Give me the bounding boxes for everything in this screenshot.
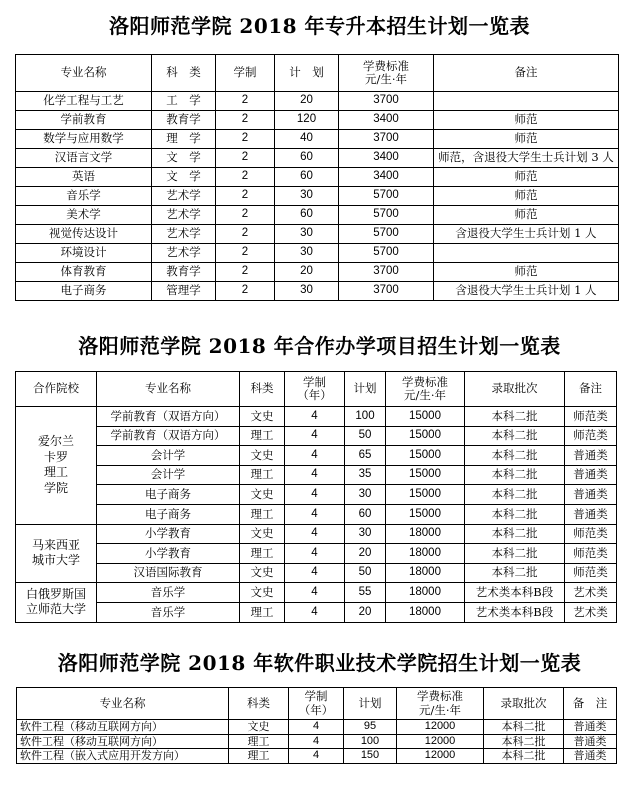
cell-duration: 2: [216, 244, 275, 263]
cell-category: 艺术学: [152, 244, 216, 263]
cell-plan: 20: [345, 602, 386, 622]
cell-duration: 4: [285, 407, 345, 427]
cell-tuition: 15000: [386, 446, 465, 466]
cell-tuition: 18000: [386, 602, 465, 622]
cell-major: 学前教育（双语方向）: [97, 407, 240, 427]
cell-category: 艺术学: [152, 206, 216, 225]
table-row: [16, 544, 617, 564]
cell-remarks: 师范: [434, 206, 619, 225]
cell-major: 软件工程（移动互联网方向）: [17, 734, 229, 749]
cell-plan: 20: [275, 92, 339, 111]
cell-remarks: 含退役大学生士兵计划 1 人: [434, 282, 619, 301]
cell-plan: 50: [345, 426, 386, 446]
cell-remarks: [434, 92, 619, 111]
table-row: [16, 465, 617, 485]
cell-batch: 本科二批: [465, 544, 565, 564]
cell-remarks: 师范: [434, 168, 619, 187]
cell-remarks: 含退役大学生士兵计划 1 人: [434, 225, 619, 244]
cell-major: 音乐学: [97, 583, 240, 603]
table3-software-college-plan: [16, 687, 617, 764]
cell-major: 小学教育: [97, 524, 240, 544]
table-row: [16, 130, 619, 149]
cell-plan: 30: [345, 524, 386, 544]
cell-batch: 本科二批: [465, 485, 565, 505]
table-row: [16, 225, 619, 244]
cell-batch: 本科二批: [484, 720, 564, 735]
cell-remarks: 师范: [434, 263, 619, 282]
cell-category: 艺术学: [152, 187, 216, 206]
cell-tuition: 5700: [339, 225, 434, 244]
cell-plan: 35: [345, 465, 386, 485]
cell-batch: 本科二批: [465, 524, 565, 544]
table-row: [16, 485, 617, 505]
cell-remarks: 师范类: [565, 563, 617, 583]
partner-school: 马来西亚 城市大学: [16, 524, 97, 583]
cell-tuition: 18000: [386, 544, 465, 564]
table3-header-remarks: 备 注: [564, 688, 617, 720]
cell-batch: 艺术类本科B段: [465, 602, 565, 622]
cell-major: 汉语言文学: [16, 149, 152, 168]
cell-duration: 4: [285, 602, 345, 622]
table-row: [16, 563, 617, 583]
table-row: [16, 111, 619, 130]
cell-tuition: 3400: [339, 168, 434, 187]
cell-plan: 30: [275, 187, 339, 206]
cell-major: 美术学: [16, 206, 152, 225]
cell-plan: 120: [275, 111, 339, 130]
cell-major: 体育教育: [16, 263, 152, 282]
cell-duration: 4: [289, 734, 344, 749]
cell-remarks: 普通类: [565, 485, 617, 505]
cell-major: 汉语国际教育: [97, 563, 240, 583]
cell-major: 音乐学: [16, 187, 152, 206]
cell-tuition: 18000: [386, 583, 465, 603]
table-row: [16, 244, 619, 263]
cell-duration: 4: [285, 485, 345, 505]
table2-header-duration: 学制 （年）: [285, 372, 345, 407]
cell-major: 电子商务: [97, 485, 240, 505]
cell-remarks: 师范类: [565, 544, 617, 564]
table3-header-major: 专业名称: [17, 688, 229, 720]
cell-category: 文史: [240, 583, 285, 603]
cell-batch: 本科二批: [465, 426, 565, 446]
cell-category: 理工: [240, 426, 285, 446]
cell-batch: 本科二批: [465, 504, 565, 524]
table-row: [16, 168, 619, 187]
cell-tuition: 15000: [386, 465, 465, 485]
cell-category: 理工: [240, 602, 285, 622]
cell-category: 理工: [229, 734, 289, 749]
cell-batch: 本科二批: [465, 563, 565, 583]
cell-category: 工 学: [152, 92, 216, 111]
cell-category: 文 学: [152, 149, 216, 168]
cell-remarks: 普通类: [564, 734, 617, 749]
cell-category: 文史: [240, 563, 285, 583]
table-row: [16, 583, 617, 603]
table2-header-remarks: 备注: [565, 372, 617, 407]
cell-duration: 2: [216, 263, 275, 282]
table2-header-tuition: 学费标准 元/生·年: [386, 372, 465, 407]
cell-tuition: 5700: [339, 244, 434, 263]
table3-header-duration: 学制 （年）: [289, 688, 344, 720]
cell-tuition: 15000: [386, 426, 465, 446]
table-row: [16, 282, 619, 301]
cell-remarks: 普通类: [565, 504, 617, 524]
table2-title: 洛阳师范学院 2018 年合作办学项目招生计划一览表: [78, 334, 561, 358]
cell-category: 文史: [240, 524, 285, 544]
table3-title: 洛阳师范学院 2018 年软件职业技术学院招生计划一览表: [57, 651, 582, 675]
cell-category: 文史: [229, 720, 289, 735]
cell-duration: 2: [216, 149, 275, 168]
cell-remarks: 师范: [434, 111, 619, 130]
table2-joint-program-plan: [15, 371, 617, 623]
cell-plan: 20: [275, 263, 339, 282]
table2-header-partner: 合作院校: [16, 372, 97, 407]
table1-undergrad-upgrade-plan: [15, 54, 619, 301]
cell-plan: 30: [345, 485, 386, 505]
cell-plan: 55: [345, 583, 386, 603]
cell-major: 会计学: [97, 446, 240, 466]
cell-plan: 150: [344, 749, 397, 764]
cell-remarks: 师范类: [565, 524, 617, 544]
table2-header-category: 科类: [240, 372, 285, 407]
cell-duration: 2: [216, 282, 275, 301]
cell-duration: 4: [285, 504, 345, 524]
cell-batch: 本科二批: [465, 465, 565, 485]
cell-duration: 4: [285, 563, 345, 583]
cell-remarks: [434, 244, 619, 263]
cell-plan: 100: [345, 407, 386, 427]
table1-title: 洛阳师范学院 2018 年专升本招生计划一览表: [108, 14, 531, 38]
cell-plan: 60: [345, 504, 386, 524]
cell-major: 电子商务: [16, 282, 152, 301]
cell-major: 学前教育（双语方向）: [97, 426, 240, 446]
cell-tuition: 3700: [339, 92, 434, 111]
table-row: [17, 720, 617, 735]
table3-header-batch: 录取批次: [484, 688, 564, 720]
table3-header-tuition: 学费标准 元/生·年: [397, 688, 484, 720]
cell-tuition: 5700: [339, 206, 434, 225]
table1-header-plan: 计 划: [275, 55, 339, 92]
cell-duration: 2: [216, 206, 275, 225]
cell-category: 教育学: [152, 263, 216, 282]
cell-remarks: 普通类: [565, 446, 617, 466]
cell-plan: 60: [275, 149, 339, 168]
cell-duration: 4: [289, 749, 344, 764]
cell-duration: 2: [216, 92, 275, 111]
table-row: [16, 92, 619, 111]
cell-major: 软件工程（移动互联网方向）: [17, 720, 229, 735]
cell-remarks: 普通类: [564, 749, 617, 764]
cell-tuition: 15000: [386, 485, 465, 505]
cell-plan: 40: [275, 130, 339, 149]
cell-plan: 50: [345, 563, 386, 583]
cell-tuition: 15000: [386, 407, 465, 427]
cell-category: 教育学: [152, 111, 216, 130]
cell-duration: 4: [285, 544, 345, 564]
cell-major: 电子商务: [97, 504, 240, 524]
cell-plan: 30: [275, 244, 339, 263]
cell-tuition: 3700: [339, 130, 434, 149]
cell-tuition: 12000: [397, 734, 484, 749]
cell-batch: 本科二批: [484, 734, 564, 749]
cell-category: 理工: [229, 749, 289, 764]
cell-major: 小学教育: [97, 544, 240, 564]
table-row: [16, 187, 619, 206]
table3-header-plan: 计划: [344, 688, 397, 720]
cell-duration: 2: [216, 130, 275, 149]
cell-remarks: 艺术类: [565, 583, 617, 603]
cell-major: 环境设计: [16, 244, 152, 263]
table1-header-duration: 学制: [216, 55, 275, 92]
cell-major: 数学与应用数学: [16, 130, 152, 149]
cell-remarks: 艺术类: [565, 602, 617, 622]
cell-category: 文史: [240, 485, 285, 505]
cell-duration: 4: [285, 524, 345, 544]
cell-remarks: 师范: [434, 130, 619, 149]
cell-remarks: 普通类: [564, 720, 617, 735]
cell-plan: 60: [275, 168, 339, 187]
cell-tuition: 5700: [339, 187, 434, 206]
cell-duration: 4: [285, 465, 345, 485]
table2-header-plan: 计划: [345, 372, 386, 407]
table-row: [16, 426, 617, 446]
cell-duration: 2: [216, 168, 275, 187]
table-row: [16, 149, 619, 168]
cell-plan: 95: [344, 720, 397, 735]
table-row: [16, 524, 617, 544]
cell-duration: 2: [216, 225, 275, 244]
cell-plan: 30: [275, 282, 339, 301]
cell-plan: 30: [275, 225, 339, 244]
cell-tuition: 3700: [339, 282, 434, 301]
cell-tuition: 3400: [339, 111, 434, 130]
cell-batch: 艺术类本科B段: [465, 583, 565, 603]
table1-header-remarks: 备注: [434, 55, 619, 92]
cell-tuition: 18000: [386, 524, 465, 544]
cell-batch: 本科二批: [465, 446, 565, 466]
cell-category: 理工: [240, 465, 285, 485]
cell-tuition: 12000: [397, 749, 484, 764]
table-row: [16, 263, 619, 282]
table3-header-category: 科类: [229, 688, 289, 720]
table1-header-tuition: 学费标准 元/生·年: [339, 55, 434, 92]
cell-tuition: 18000: [386, 563, 465, 583]
cell-plan: 20: [345, 544, 386, 564]
table-row: [16, 504, 617, 524]
cell-tuition: 15000: [386, 504, 465, 524]
table-row: [17, 749, 617, 764]
table2-header-major: 专业名称: [97, 372, 240, 407]
cell-category: 文史: [240, 407, 285, 427]
cell-category: 文 学: [152, 168, 216, 187]
cell-remarks: 师范: [434, 187, 619, 206]
cell-category: 理 学: [152, 130, 216, 149]
cell-major: 视觉传达设计: [16, 225, 152, 244]
cell-major: 软件工程（嵌入式应用开发方向）: [17, 749, 229, 764]
table2-header-batch: 录取批次: [465, 372, 565, 407]
cell-duration: 2: [216, 111, 275, 130]
table-row: [16, 602, 617, 622]
cell-plan: 100: [344, 734, 397, 749]
cell-category: 文史: [240, 446, 285, 466]
table-row: [16, 446, 617, 466]
cell-duration: 2: [216, 187, 275, 206]
cell-remarks: 师范类: [565, 426, 617, 446]
table-row: [16, 206, 619, 225]
cell-major: 音乐学: [97, 602, 240, 622]
cell-tuition: 3700: [339, 263, 434, 282]
cell-major: 英语: [16, 168, 152, 187]
table-row: [16, 407, 617, 427]
cell-major: 化学工程与工艺: [16, 92, 152, 111]
cell-duration: 4: [285, 426, 345, 446]
partner-school: 爱尔兰 卡罗 理工 学院: [16, 407, 97, 525]
table1-header-major: 专业名称: [16, 55, 152, 92]
cell-duration: 4: [285, 446, 345, 466]
cell-category: 管理学: [152, 282, 216, 301]
table-row: [17, 734, 617, 749]
partner-school: 白俄罗斯国 立师范大学: [16, 583, 97, 622]
cell-remarks: 师范类: [565, 407, 617, 427]
cell-duration: 4: [289, 720, 344, 735]
cell-category: 理工: [240, 544, 285, 564]
cell-remarks: 师范，含退役大学生士兵计划 3 人: [434, 149, 619, 168]
cell-major: 学前教育: [16, 111, 152, 130]
cell-batch: 本科二批: [465, 407, 565, 427]
cell-duration: 4: [285, 583, 345, 603]
cell-plan: 60: [275, 206, 339, 225]
table1-header-category: 科 类: [152, 55, 216, 92]
cell-tuition: 12000: [397, 720, 484, 735]
cell-remarks: 普通类: [565, 465, 617, 485]
cell-category: 理工: [240, 504, 285, 524]
cell-batch: 本科二批: [484, 749, 564, 764]
cell-category: 艺术学: [152, 225, 216, 244]
cell-tuition: 3400: [339, 149, 434, 168]
cell-major: 会计学: [97, 465, 240, 485]
cell-plan: 65: [345, 446, 386, 466]
